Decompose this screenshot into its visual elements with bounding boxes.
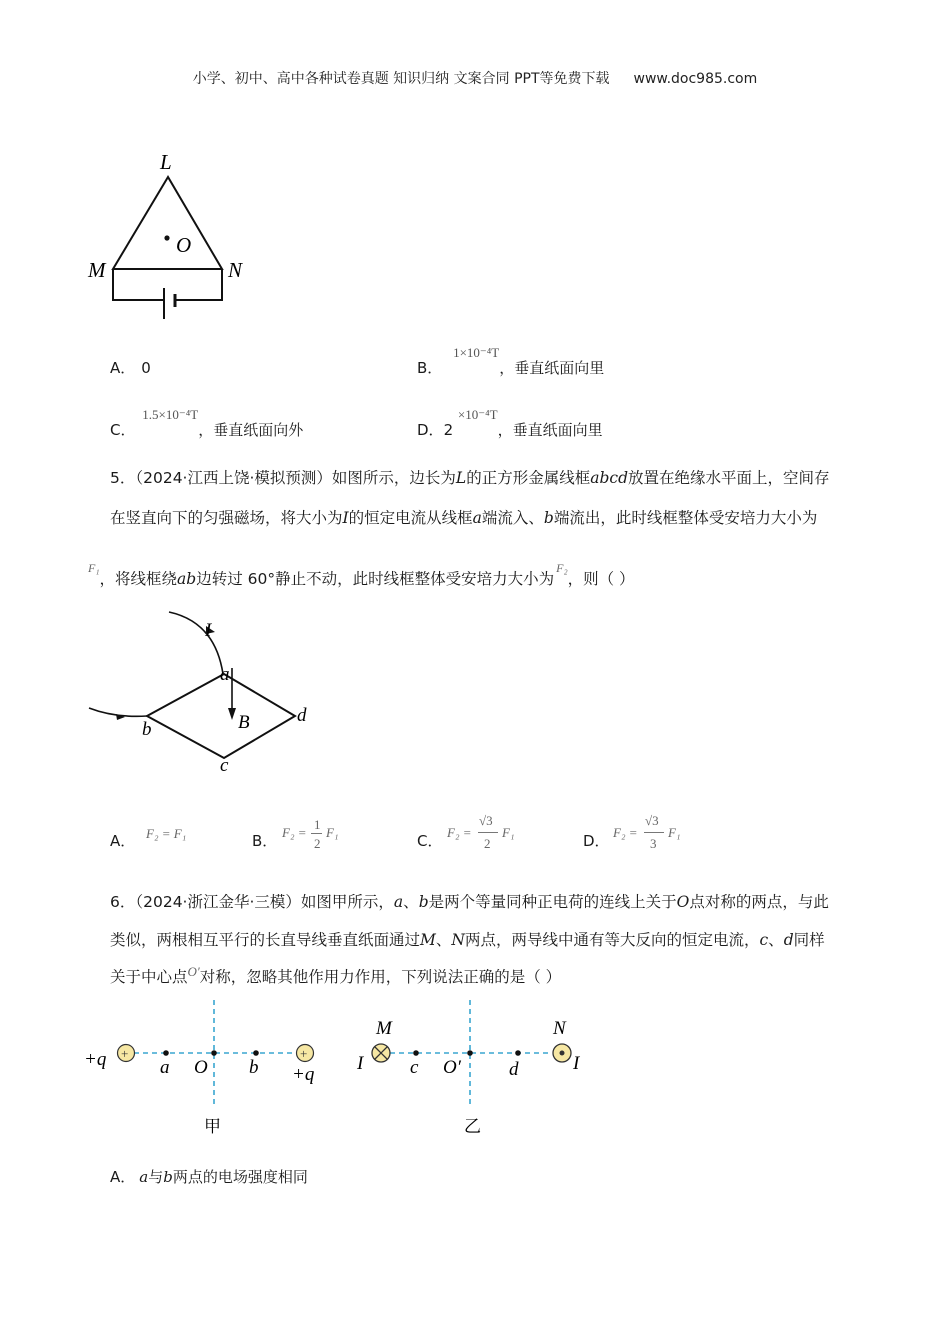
label-c: c	[410, 1057, 419, 1078]
label-l: L	[160, 150, 172, 174]
header-title: 小学、初中、高中各种试卷真题 知识归纳 文案合同 PPT等免费下载	[192, 71, 610, 87]
label-o-prime: O′	[443, 1057, 461, 1078]
square-frame-figure	[85, 608, 325, 778]
point-d	[515, 1050, 521, 1056]
label-n: N	[228, 258, 243, 282]
label-o: O	[194, 1057, 208, 1078]
q5-option-b[interactable]: B． F₂ = 1 2 F₁	[252, 817, 339, 851]
q4-option-a[interactable]	[110, 357, 151, 379]
page-header	[0, 68, 950, 88]
header-site-link[interactable]: www.doc985.com	[633, 71, 758, 87]
option-formula: F₂ = F₁	[146, 826, 187, 841]
label-m: M	[376, 1018, 392, 1039]
option-text: ，垂直纸面向里	[497, 421, 603, 439]
current-in-wire	[169, 612, 223, 674]
circuit-wire-left	[113, 269, 164, 300]
q6-line-2: 类似，两根相互平行的长直导线垂直纸面通过M、N两点，两导线中通有等大反向的恒定电流，c、d同样	[110, 931, 825, 949]
field-b-arrow	[228, 708, 236, 720]
svg-text:+: +	[300, 1046, 308, 1061]
option-text: ，垂直纸面向里	[499, 359, 605, 377]
q5-option-c[interactable]: C． F₂ = √3 2 F₁	[417, 813, 515, 851]
label-n: N	[553, 1018, 566, 1039]
option-letter: C．	[110, 421, 136, 439]
option-letter: A．	[110, 832, 136, 850]
caption-yi: 乙	[464, 1117, 481, 1136]
wires-figure	[352, 998, 592, 1143]
center-point-o	[164, 235, 169, 240]
svg-text:+: +	[121, 1046, 129, 1061]
q5-option-d[interactable]: D． F₂ = √3 3 F₁	[583, 813, 681, 851]
option-text: 0	[141, 359, 151, 377]
label-b: b	[249, 1057, 259, 1078]
triangle-circuit-figure	[80, 145, 255, 330]
q6-line-1: 6．（2024·浙江金华·三模）如图甲所示，a、b是两个等量同种正电荷的连线上关于O点对称的两点，与此	[110, 893, 829, 911]
label-m: M	[88, 258, 106, 282]
q4-option-b[interactable]	[417, 345, 605, 380]
label-a: a	[160, 1057, 170, 1078]
point-o	[211, 1050, 217, 1056]
option-prefix: 2	[443, 421, 454, 439]
q5-line-2: 在竖直向下的匀强磁场，将大小为I的恒定电流从线框a端流入、b端流出，此时线框整体受安培力大小为	[110, 509, 818, 527]
label-right-q: +q	[292, 1064, 315, 1085]
option-letter: B．	[252, 832, 278, 850]
label-i-left: I	[357, 1053, 364, 1074]
point-a	[163, 1050, 169, 1056]
label-o: O	[176, 233, 192, 257]
frame-wire	[147, 674, 295, 758]
option-letter: B．	[417, 359, 443, 377]
point-o-prime	[467, 1050, 473, 1056]
q5-line-3: $^{F_1}$，将线框绕ab边转过 60°静止不动，此时线框整体受安培力大小为$^{F_2}$，则（ ）	[88, 561, 635, 588]
option-text: ，垂直纸面向外	[198, 421, 304, 439]
option-letter: D．	[417, 421, 444, 439]
point-b	[253, 1050, 259, 1056]
charges-figure	[80, 998, 330, 1143]
label-c: c	[220, 755, 229, 776]
q6-option-a[interactable]: A． a与b两点的电场强度相同	[110, 1168, 308, 1186]
label-i: I	[205, 620, 212, 641]
label-i-right: I	[573, 1053, 580, 1074]
label-d: d	[297, 705, 307, 726]
label-a: a	[220, 664, 230, 685]
option-value: ×10⁻⁴T	[457, 407, 498, 422]
triangle-wire	[113, 177, 222, 269]
option-letter: A．	[110, 1168, 136, 1186]
option-letter: A．	[110, 359, 136, 377]
option-value: 1.5×10⁻⁴T	[142, 407, 199, 422]
caption-jia: 甲	[204, 1117, 221, 1136]
point-c	[413, 1050, 419, 1056]
option-letter: C．	[417, 832, 443, 850]
q4-option-d[interactable]	[417, 407, 603, 442]
label-left-q: +q	[84, 1049, 107, 1070]
label-b: b	[142, 719, 152, 740]
q4-option-c[interactable]	[110, 407, 304, 442]
circuit-wire-right	[175, 269, 222, 300]
q5-line-1: 5．（2024·江西上饶·模拟预测）如图所示，边长为L的正方形金属线框abcd放置在绝缘水平面上，空间存	[110, 469, 830, 487]
option-value: 1×10⁻⁴T	[453, 345, 500, 360]
label-d: d	[509, 1059, 519, 1080]
label-field-b: B	[238, 712, 250, 733]
q5-option-a[interactable]	[110, 826, 187, 853]
option-letter: D．	[583, 832, 610, 850]
q6-line-3: 关于中心点$^{O'}$对称，忽略其他作用力作用，下列说法正确的是（ ）	[110, 964, 562, 986]
option-text: 两点的电场强度相同	[172, 1168, 308, 1186]
